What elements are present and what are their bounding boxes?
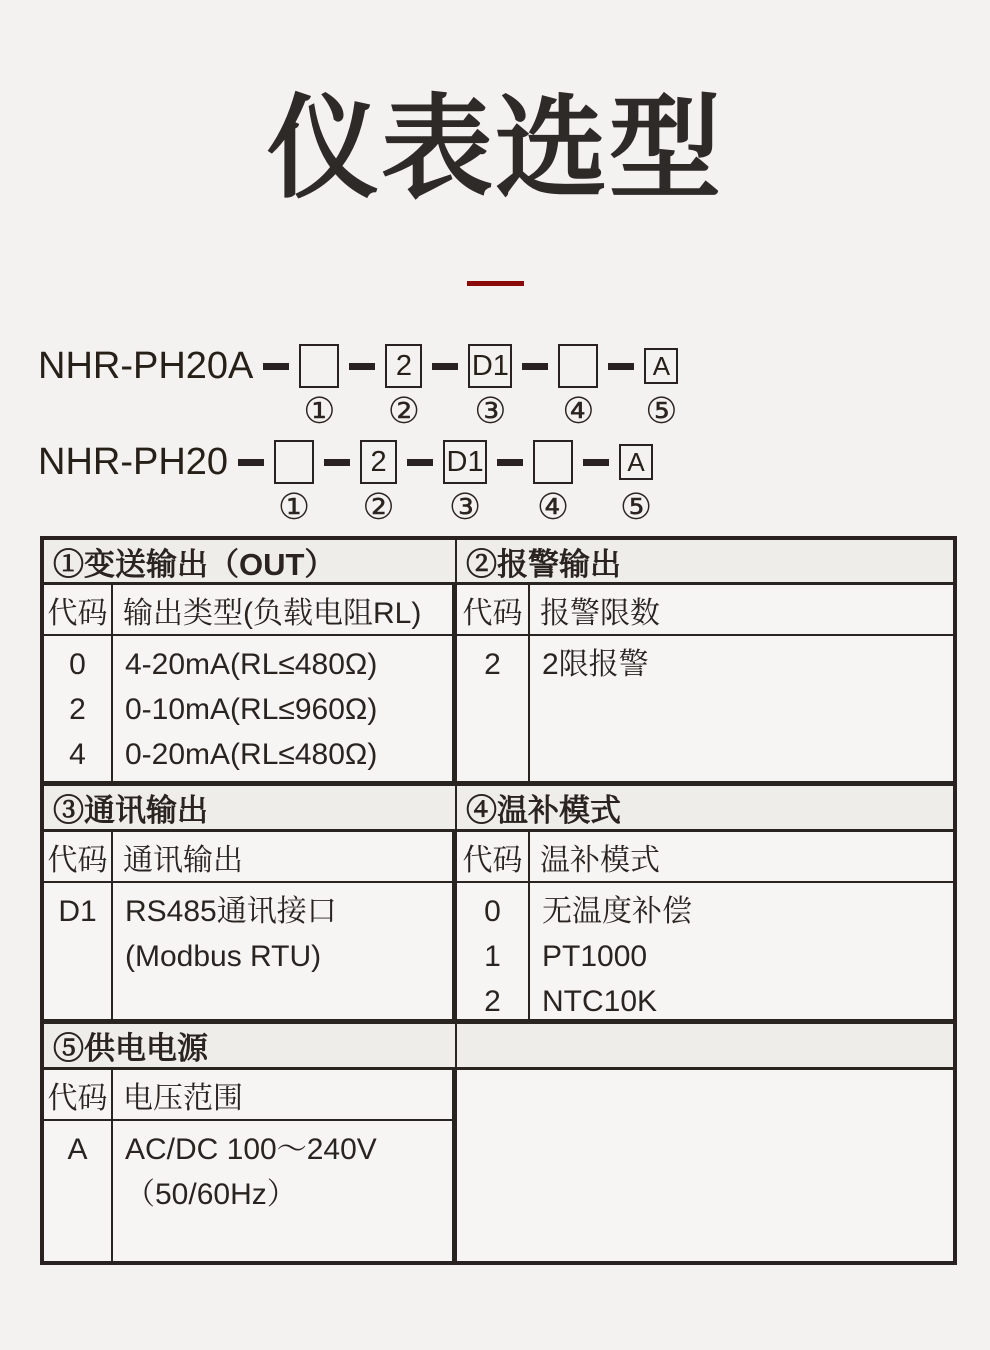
selection-table: [40, 536, 957, 1265]
code-position-2: [385, 344, 422, 430]
temp-comp-values: [530, 883, 953, 1024]
position-number: ⑤: [645, 390, 678, 432]
desc-value: 无温度补偿: [542, 895, 692, 929]
code-box: 2: [385, 344, 422, 388]
desc-value: 0-10mA(RL≤960Ω): [125, 693, 378, 727]
transmit-output-codes: [44, 636, 113, 786]
desc-value: 2限报警: [542, 648, 649, 682]
page-title: 仪表选型: [267, 86, 723, 211]
code-position-5: [644, 344, 678, 430]
code-box: A: [644, 348, 678, 384]
section-header-power-supply: ⑤供电电源: [44, 1024, 457, 1070]
column-header-output-type: 输出类型(负载电阻RL): [113, 585, 457, 636]
desc-value: (Modbus RTU): [125, 940, 322, 974]
position-number: ①: [303, 390, 336, 432]
code-box: [558, 344, 598, 388]
code-box: A: [619, 444, 653, 480]
dash: [497, 459, 523, 466]
model-name: NHR-PH20: [38, 441, 229, 484]
dash: [238, 459, 264, 466]
column-header-code: 代码: [457, 832, 530, 883]
code-value: 4: [69, 738, 86, 772]
code-box: [299, 344, 339, 388]
column-header-temp-comp-mode: 温补模式: [530, 832, 953, 883]
code-position-3: [443, 440, 487, 526]
dash: [349, 363, 375, 370]
model-line-nhr-ph20a: [38, 344, 990, 432]
column-header-code: 代码: [44, 1070, 113, 1121]
dash: [324, 459, 350, 466]
comm-output-values: [113, 883, 457, 1024]
code-value: 0: [69, 648, 86, 682]
code-box: [274, 440, 314, 484]
dash: [407, 459, 433, 466]
code-value: 2: [69, 693, 86, 727]
code-value: A: [67, 1133, 88, 1167]
position-number: ②: [387, 390, 421, 432]
empty-section-header-cell: [457, 1024, 953, 1070]
dash: [583, 459, 609, 466]
column-header-code: 代码: [44, 585, 113, 636]
position-number: ②: [362, 486, 395, 528]
empty-cell: [457, 1070, 953, 1261]
dash: [263, 363, 289, 370]
power-supply-values: [113, 1121, 457, 1261]
position-number: ①: [277, 486, 311, 528]
model-line-nhr-ph20: [38, 440, 990, 528]
desc-value: （50/60Hz）: [125, 1178, 297, 1212]
section-header-comm-output: ③通讯输出: [44, 786, 457, 832]
model-name: NHR-PH20A: [38, 345, 254, 388]
section-header-temp-comp: ④温补模式: [457, 786, 953, 832]
desc-value: PT1000: [542, 940, 648, 974]
model-code-diagram: [38, 344, 990, 528]
alarm-output-codes: [457, 636, 530, 786]
code-value: D1: [58, 895, 97, 929]
code-position-5: [619, 440, 653, 526]
column-header-comm-output: 通讯输出: [113, 832, 457, 883]
position-number: ③: [448, 486, 482, 528]
code-value: 1: [484, 940, 501, 974]
title-accent-divider: [467, 281, 524, 286]
code-value: 2: [484, 648, 501, 682]
transmit-output-values: [113, 636, 457, 786]
desc-value: 4-20mA(RL≤480Ω): [125, 648, 378, 682]
code-value: 2: [484, 985, 501, 1019]
position-number: ⑤: [619, 486, 653, 528]
section-header-alarm-output: ②报警输出: [457, 540, 953, 585]
dash: [608, 363, 634, 370]
column-header-code: 代码: [457, 585, 530, 636]
position-number: ③: [474, 390, 507, 432]
column-header-voltage-range: 电压范围: [113, 1070, 457, 1121]
code-position-4: [533, 440, 573, 526]
desc-value: AC/DC 100～240V: [125, 1133, 377, 1167]
column-header-code: 代码: [44, 832, 113, 883]
code-position-1: [299, 344, 339, 430]
code-box: D1: [468, 344, 512, 388]
code-position-1: [274, 440, 314, 526]
code-position-4: [558, 344, 598, 430]
desc-value: RS485通讯接口: [125, 895, 337, 929]
code-position-2: [360, 440, 397, 526]
section-header-transmit-output: ①变送输出（OUT）: [44, 540, 457, 585]
desc-value: 0-20mA(RL≤480Ω): [125, 738, 378, 772]
code-box: [533, 440, 573, 484]
code-box: D1: [443, 440, 487, 484]
comm-output-codes: [44, 883, 113, 1024]
code-position-3: [468, 344, 512, 430]
power-supply-codes: [44, 1121, 113, 1261]
temp-comp-codes: [457, 883, 530, 1024]
dash: [522, 363, 548, 370]
column-header-alarm-limits: 报警限数: [530, 585, 953, 636]
code-value: 0: [484, 895, 501, 929]
position-number: ④: [536, 486, 570, 528]
position-number: ④: [562, 390, 595, 432]
code-box: 2: [360, 440, 397, 484]
desc-value: NTC10K: [542, 985, 658, 1019]
alarm-output-values: [530, 636, 953, 786]
dash: [432, 363, 458, 370]
